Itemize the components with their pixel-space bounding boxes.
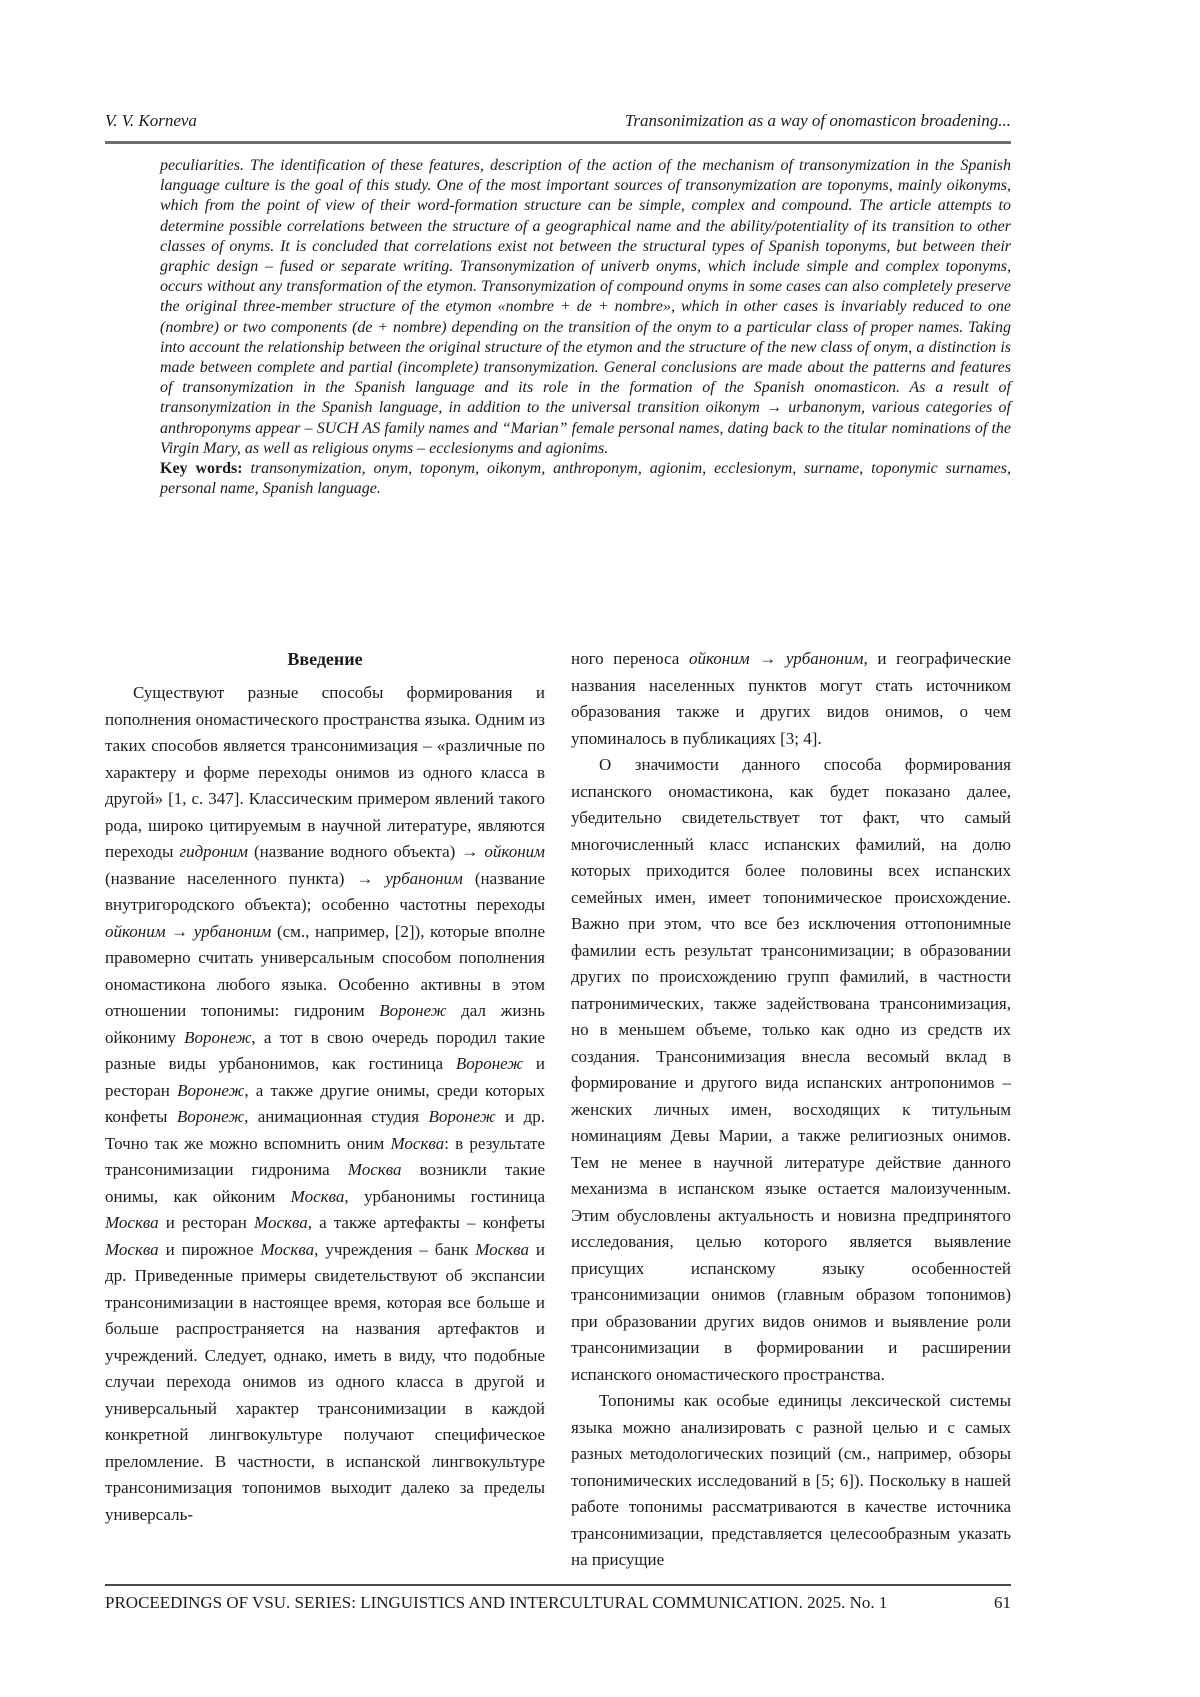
section-title: Введение: [287, 649, 363, 669]
left-column-text: [105, 680, 545, 1528]
right-column-text: [571, 646, 1011, 1574]
right-column: [571, 646, 1011, 1574]
footer-journal-line: PROCEEDINGS OF VSU. SERIES: LINGUISTICS AND INTERCULTURAL COMMUNICATION. 2025. No. 1: [105, 1593, 888, 1612]
running-head: [105, 110, 1011, 132]
paragraph: О значимости данного способа формирования испанского ономастикона, как будет показано далее, убедительно свидетельствует тот факт, что самый многочисленный класс испанских фамилий, на долю которых приходится более половины всех испанских семейных имен, имеет топонимическое происхождение. Важно при этом, что все без исключения оттопонимные фамилии есть результат трансонимизации; в образовании других по происхождению групп фамилий, в частности патронимических, также задействована трансонимизация, но в меньшем объеме, только как одно из средств их создания. Трансонимизация внесла весомый вклад в формирование и другого вида испанских антропонимов – женских личных имен, восходящих к титульным номинациям Девы Марии, а также религиозных онимов. Тем не менее в научной литературе действие данного механизма в испанском языке остается малоизученным. Этим обусловлены актуальность и новизна предпринятого исследования, целью которого является выявление присущих испанскому языку особенностей трансонимизации онимов (главным образом топонимов) при образовании других видов онимов и выявление роли трансонимизации в формировании и расширении испанского ономастического пространства.: [571, 755, 1011, 1384]
left-column: [105, 646, 545, 1574]
keywords-line: [160, 459, 1011, 499]
footer-rule: [105, 1584, 1011, 1586]
keywords-label: Key words:: [160, 460, 243, 478]
footer-page-number: 61: [994, 1593, 1011, 1612]
paragraph: Существуют разные способы формирования и пополнения ономастического пространства языка. Одним из таких способов является трансонимизация – «различные по характеру и форме переходы онимов из одного класса в другой» [1, с. 347]. Классическим примером явлений такого рода, широко цитируемым в научной литературе, являются переходы гидроним (название водного объекта) → ойконим (название населенного пункта) → урбаноним (название внутригородского объекта); особенно частотны переходы ойконим → урбаноним (см., например, [2]), которые вполне правомерно считать универсальным способом пополнения ономастикона любого языка. Особенно активны в этом отношении топонимы: гидроним Воронеж дал жизнь ойкониму Воронеж, а тот в свою очередь породил такие разные виды урбанонимов, как гостиница Воронеж и ресторан Воронеж, а также другие онимы, среди которых конфеты Воронеж, анимационная студия Воронеж и др. Точно так же можно вспомнить оним Москва: в результате трансонимизации гидронима Москва возникли такие онимы, как ойконим Москва, урбанонимы гостиница Москва и ресторан Москва, а также артефакты – конфеты Москва и пирожное Москва, учреждения – банк Москва и др. Приведенные примеры свидетельствуют об экспансии трансонимизации в настоящее время, которая все больше и больше распространяется на названия артефактов и учреждений. Следует, однако, иметь в виду, что подобные случаи перехода онимов из одного класса в другой и универсальный характер трансонимизации в каждой конкретной лингвокультуре получают специфическое преломление. В частности, в испанской лингвокультуре трансонимизация топонимов выходит далеко за пределы универсаль-: [105, 683, 546, 1524]
paragraph: Топонимы как особые единицы лексической системы языка можно анализировать с разной целью и с самых разных методологических позиций (см., например, обзоры топонимических исследований в [5; 6]). Поскольку в нашей работе топонимы рассматриваются в качестве источника трансонимизации, представляется целесообразным указать на присущие: [571, 1391, 1011, 1569]
abstract-text: peculiarities. The identification of these features, description of the action of the mechanism of transonymization in the Spanish language culture is the goal of this study. One of the most important sources of transonymization are toponyms, mainly oikonyms, which from the point of view of their word-formation structure can be simple, complex and compound. The article attempts to determine possible correlations between the structure of a geographical name and the ability/potentiality of its transition to other classes of onyms. It is concluded that correlations exist not between the structural types of Spanish toponyms, but between their graphic design – fused or separate writing. Transonymization of univerb onyms, which include simple and complex toponyms, occurs without any transformation of the etymon. Transonymization of compound onyms in some cases can also completely preserve the original three-member structure of the etymon «nombre + de + nombre», which in other cases is invariably reduced to one (nombre) or two components (de + nombre) depending on the transition of the onym to a particular class of proper names. Taking into account the relationship between the original structure of the etymon and the structure of the new class of onym, a distinction is made between complete and partial (incomplete) transonymization. General conclusions are made about the patterns and features of transonymization in the Spanish language and its role in the formation of the Spanish onomasticon. As a result of transonymization in the Spanish language, in addition to the universal transition oikonym → urbanonym, various categories of anthroponyms appear – SUCH AS family names and “Marian” female personal names, dating back to the titular nominations of the Virgin Mary, as well as religious onyms – ecclesionyms and agionims.: [160, 157, 1011, 457]
running-head-title: Transonimization as a way of onomasticon broadening...: [624, 111, 1011, 130]
running-head-author: V. V. Korneva: [105, 111, 197, 130]
article-body: [105, 646, 1011, 1574]
header-rule: [105, 141, 1011, 144]
page-footer: [105, 1592, 1011, 1614]
keywords-text: transonymization, onym, toponym, oikonym, anthroponym, agionim, ecclesionym, surname, toponymic surnames, personal name, Spanish language.: [160, 460, 1012, 498]
abstract-block: [160, 156, 1011, 499]
paragraph: ного переноса ойконим → урбаноним, и географические названия населенных пунктов могут стать источником образования также и других видов онимов, о чем упоминалось в публикациях [3; 4].: [571, 649, 1012, 748]
